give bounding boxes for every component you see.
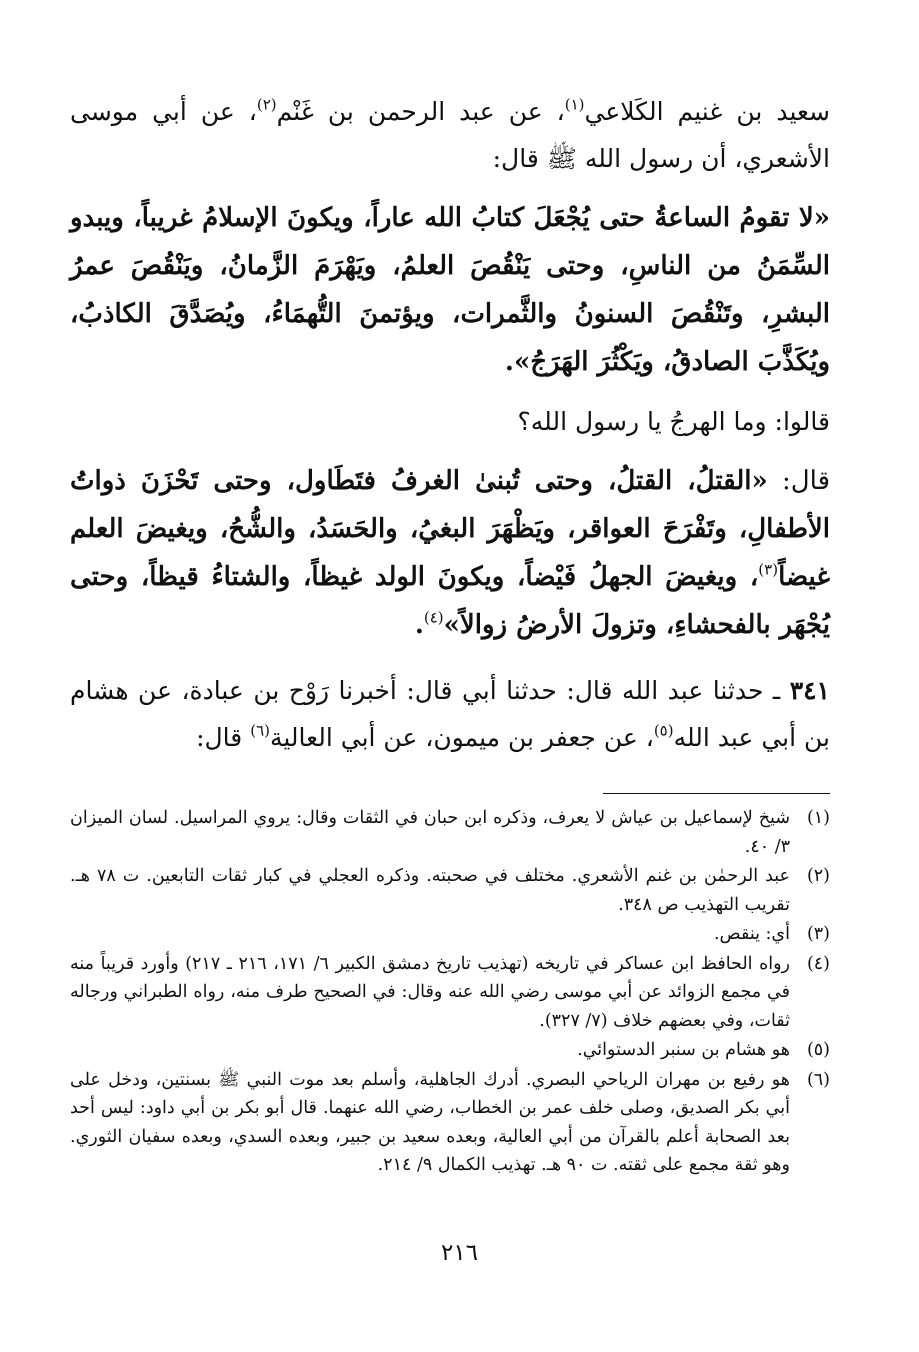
footnote-text: أي: ينقص. [713, 924, 790, 944]
footnote-item [70, 1066, 830, 1180]
footnote-text: رواه الحافظ ابن عساكر في تاريخه (تهذيب تاريخ دمشق الكبير ٦/ ١٧١، ٢١٦ ـ ٢١٧) وأورد قريباً منه في مجمع الزوائد عن أبي موسى رضي الله عنه وقال: في الصحيح طرف منه، رواه الطبراني ورجاله ثقات، وفي بعضهم خلاف (٧/ ٣٢٧). [70, 953, 790, 1031]
footnote-mark: (٢) [806, 866, 830, 886]
answer-text-1: «القتلُ، القتلُ، وحتى تُبنىٰ الغرفُ فتَطَاول، وحتى تَحْزَنَ ذواتُ الأطفالِ، وتَفْرَحَ العواقر، ويَظْهَرَ البغيُ، والحَسَدُ، والشُّحُ، ويغيضَ العلم غيضاً [70, 466, 830, 592]
answer-paragraph [70, 457, 830, 649]
intro-paragraph [70, 88, 830, 182]
entry-341-paragraph [70, 667, 830, 761]
page-number: ٢١٦ [440, 1240, 479, 1266]
footnote-mark: (٣) [806, 924, 830, 944]
entry-number: ٣٤١ [789, 676, 830, 705]
footnote-mark: (١) [806, 808, 830, 828]
intro-text-2: ، عن عبد الرحمن بن غَنْم [276, 97, 565, 126]
hadith-text: «لا تقومُ الساعةُ حتى يُجْعَلَ كتابُ الله عاراً، ويكونَ الإسلامُ غريباً، ويبدو السِّمَنُ من الناسِ، وحتى يَنْقُصَ العلمُ، ويَهْرَمَ الزَّمانُ، ويَنْقُصَ عمرُ البشرِ، وتَنْقُصَ السنونُ والثَّمرات، ويؤتمنَ التُّهمَاءُ، ويُصَدَّقَ الكاذبُ، ويُكَذَّبَ الصادقُ، ويَكْثُرَ الهَرَجُ». [70, 203, 830, 377]
footnote-text: هو رفيع بن مهران الرياحي البصري. أدرك الجاهلية، وأسلم بعد موت النبي ﷺ بسنتين، ودخل على أبي بكر الصديق، وصلى خلف عمر بن الخطاب، رضي الله عنهما. قال أبو بكر بن أبي داود: ليس أحد بعد الصحابة أعلم بالقرآن من أبي العالية، وبعده سعيد بن جبير، وبعده السدي، وبعده سفيان الثوري. وهو ثقة مجمع على ثقته. ت ٩٠ هـ. تهذيب الكمال ٩/ ٢١٤. [70, 1069, 790, 1175]
footnotes-section [70, 804, 830, 1180]
footnote-text: عبد الرحمٰن بن غنم الأشعري. مختلف في صحبته. وذكره العجلي في كبار ثقات التابعين. ت ٧٨ هـ. تقريب التهذيب ص ٣٤٨. [70, 866, 790, 915]
intro-text-3: ، عن أبي موسى الأشعري، أن رسول الله ﷺ قال: [70, 97, 830, 173]
footnote-item [70, 862, 830, 919]
entry-text-3: قال: [196, 723, 251, 752]
footnote-item [70, 920, 830, 949]
footnote-ref-5[interactable]: (٥) [653, 721, 674, 740]
footnote-ref-1[interactable]: (١) [564, 95, 585, 114]
footnote-ref-4[interactable]: (٤) [423, 608, 444, 627]
entry-text-2: ، عن جعفر بن ميمون، عن أبي العالية [269, 723, 654, 752]
footnote-ref-6[interactable]: (٦) [250, 721, 270, 740]
footnote-item [70, 1036, 830, 1065]
footnote-ref-2[interactable]: (٢) [256, 95, 277, 114]
footnote-item [70, 950, 830, 1036]
footnote-text: هو هشام بن سنبر الدستوائي. [577, 1040, 790, 1060]
footnote-mark: (٥) [806, 1040, 830, 1060]
footnote-divider [603, 793, 830, 794]
page-content [70, 88, 830, 1180]
answer-lead: قال: [767, 466, 830, 496]
footnote-item [70, 804, 830, 861]
intro-text-1: سعيد بن غنيم الكَلاعي [584, 97, 830, 126]
question-text: قالوا: وما الهرجُ يا رسول الله؟ [517, 407, 830, 436]
footnote-text: شيخ لإسماعيل بن عياش لا يعرف، وذكره ابن حبان في الثقات وقال: يروي المراسيل. لسان الميزان ٣/ ٤٠. [70, 808, 790, 857]
footnote-ref-3[interactable]: (٣) [758, 560, 779, 579]
entry-text-1: ـ حدثنا عبد الله قال: حدثنا أبي قال: أخبرنا رَوْح بن عبادة، عن هشام بن أبي عبد الله [70, 676, 830, 752]
answer-text-2: ، ويغيضَ الجهلُ فَيْضاً، ويكونَ الولد غيظاً، والشتاءُ قيظاً، وحتى يُجْهَر بالفحشاءِ، وتزولَ الأرضُ زوالاً» [70, 562, 830, 640]
footnote-mark: (٦) [806, 1069, 830, 1090]
footnote-mark: (٤) [806, 953, 830, 974]
answer-end: . [414, 610, 424, 640]
